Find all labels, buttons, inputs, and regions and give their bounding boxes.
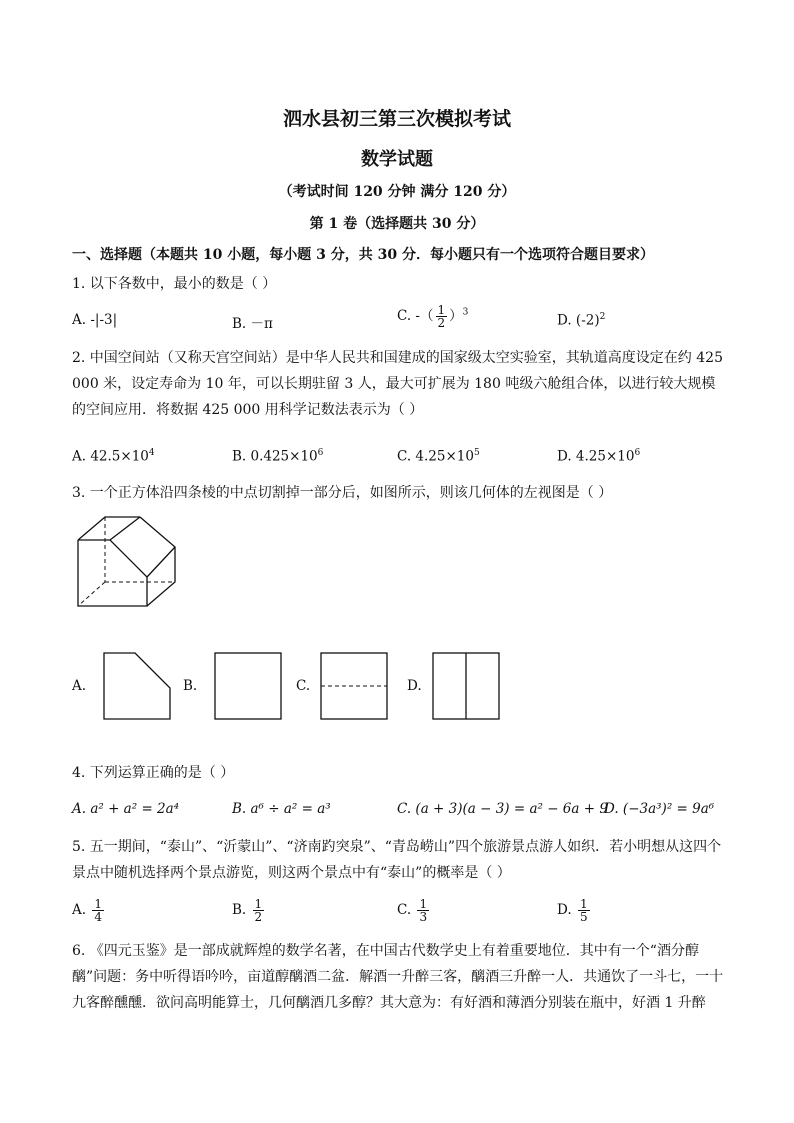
option-d-view [432, 652, 500, 720]
question-1-option-d: D. $(-2)^2$ [557, 312, 606, 329]
option-c-view [320, 652, 388, 720]
option-c-suffix: ） [449, 308, 463, 324]
option-c-prefix: C. -（ [397, 308, 434, 324]
exam-info: （考试时间 120 分钟 满分 120 分） [278, 184, 516, 200]
question-1-option-b: B. －π [232, 316, 273, 332]
question-5-option-d: D. $\frac{1}{5}$ [557, 897, 588, 924]
fraction: $\frac{1}{2}$ [254, 897, 263, 924]
option-a-view [103, 652, 171, 720]
question-4-option-a: A. a² + a² = 2a⁴ [72, 801, 180, 817]
question-3-option-d-label: D. [407, 678, 422, 694]
question-4-stem: 4. 下列运算正确的是（ ） [72, 765, 235, 781]
volume-title: 第 1 卷（选择题共 30 分） [309, 216, 485, 232]
fraction: $\frac{1}{4}$ [94, 897, 102, 924]
question-3-option-b-label: B. [183, 678, 198, 694]
question-5-option-b: B. $\frac{1}{2}$ [232, 897, 263, 924]
question-2-option-b: B. $0.425\times 10^6$ [232, 448, 324, 465]
question-3-stem: 3. 一个正方体沿四条棱的中点切割掉一部分后，如图所示，则该几何体的左视图是（ ） [72, 485, 613, 501]
exponent: 3 [462, 307, 469, 318]
question-5-option-a: A. $\frac{1}{4}$ [72, 897, 102, 924]
section-heading: 一、选择题（本题共 10 小题，每小题 3 分，共 30 分．每小题只有一个选项符合题目要求） [72, 247, 654, 263]
fraction: $\frac{1}{3}$ [419, 897, 428, 924]
question-4-option-b: B. a⁶ ÷ a² = a³ [232, 801, 331, 817]
question-5-option-c: C. $\frac{1}{3}$ [397, 897, 428, 924]
option-b-view [214, 652, 282, 720]
question-2-option-c: C. $4.25\times 10^5$ [397, 448, 480, 465]
question-5-stem: 5. 五一期间，“泰山”、“沂蒙山”、“济南趵突泉”、“青岛崂山”四个旅游景点游人如织．若小明想从这四个景点中随机选择两个景点游览，则这两个景点中有“泰山”的概率是（ ） [72, 839, 722, 881]
question-3-option-c-label: C. [296, 678, 311, 694]
question-6-stem: 6. 《四元玉鉴》是一部成就辉煌的数学名著，在中国古代数学史上有着重要地位．其中有一个“酒分醇醨”问题：务中听得语吟吟，亩道醇醨酒二盆．解酒一升醉三客，醨酒三升醉一人．共通饮了一斗七，一十九客醉醺醺．欲问高明能算士，几何醨酒几多醇？其大意为：有好酒和薄酒分别装在瓶中，好酒 1 升醉 [72, 943, 724, 1011]
exam-title: 泗水县初三第三次模拟考试 [282, 108, 511, 130]
question-2-option-a: A. $42.5\times 10^4$ [72, 448, 155, 465]
cut-cube-figure [70, 510, 190, 610]
exponent: 2 [599, 312, 606, 322]
question-1-option-c [397, 304, 468, 329]
question-3-option-a-label: A. [72, 678, 87, 694]
question-4-option-d: D. (−3a³)² = 9a⁶ [604, 801, 715, 817]
fraction: $\frac{1}{2}$ [437, 303, 446, 330]
question-1-stem: 1. 以下各数中，最小的数是（ ） [72, 276, 277, 292]
question-2-option-d: D. $4.25\times 10^6$ [557, 448, 641, 465]
question-2-stem: 2. 中国空间站（又称天宫空间站）是中华人民共和国建成的国家级太空实验室，其轨道高度设定在约 425 000 米，设定寿命为 10 年，可以长期驻留 3 人，最大可扩展为 180 吨级六舱组合体，以进行较大规模的空间应用．将数据 425 000 用科学记数法表示为（ ） [72, 350, 723, 418]
question-4-option-c: C. (a + 3)(a − 3) = a² − 6a + 9 [397, 801, 608, 817]
fraction: $\frac{1}{5}$ [579, 897, 588, 924]
subject-title: 数学试题 [361, 149, 433, 170]
question-1-option-a: A. -|-3| [72, 312, 118, 328]
